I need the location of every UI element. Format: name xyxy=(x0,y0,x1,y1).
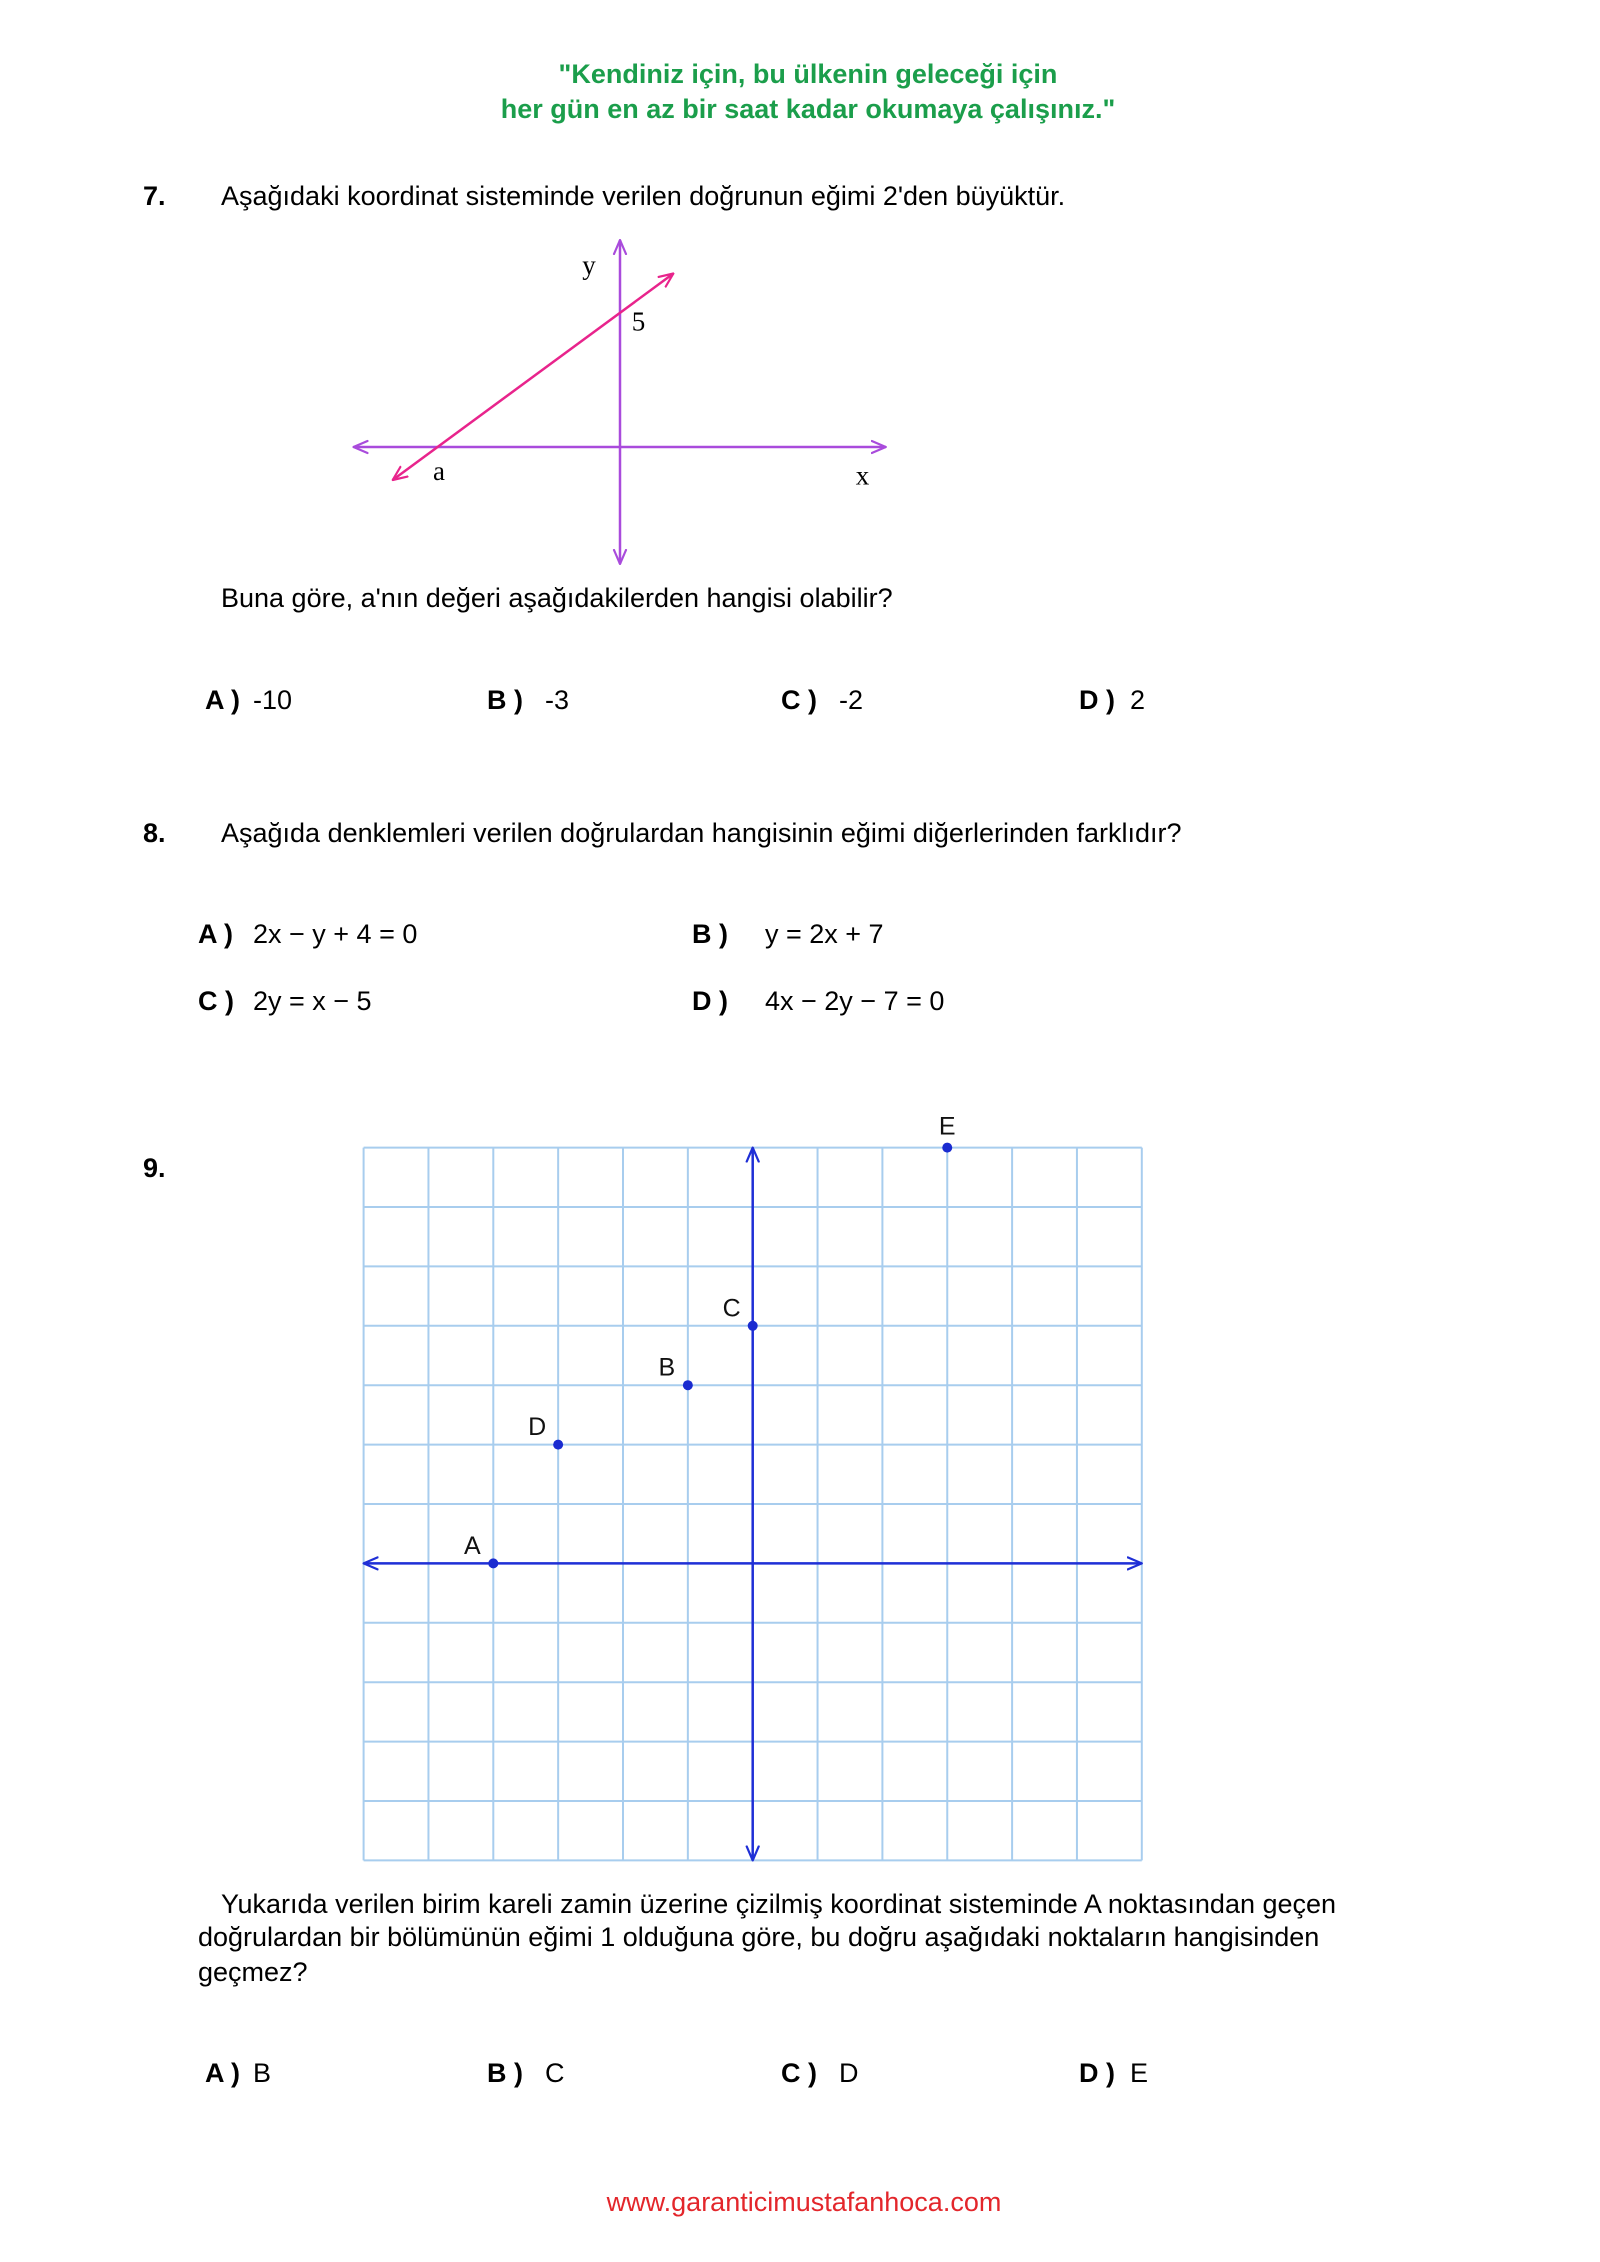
question-stem-line-2: doğrulardan bir bölümünün eğimi 1 olduğuna göre, bu doğru aşağıdaki noktaların hangisinden xyxy=(198,1922,1320,1952)
x-axis-label: x xyxy=(855,460,870,491)
option-c-label: C ) xyxy=(781,2058,817,2088)
q9-coordinate-grid xyxy=(344,1110,1164,1880)
point-a xyxy=(488,1558,498,1568)
point-label-c: C xyxy=(722,1294,741,1323)
option-c-value: -2 xyxy=(839,685,864,715)
question-stem: Aşağıdaki koordinat sisteminde verilen doğrunun eğimi 2'den büyüktür. xyxy=(221,181,1066,211)
option-a-label: A ) xyxy=(205,685,240,715)
point-label-e: E xyxy=(938,1112,956,1141)
point-b xyxy=(683,1380,693,1390)
option-d-value: E xyxy=(1130,2058,1149,2088)
question-number: 7. xyxy=(143,181,166,211)
point-e xyxy=(942,1143,952,1153)
option-d-label: D ) xyxy=(1079,2058,1115,2088)
option-c-value: D xyxy=(839,2058,859,2088)
option-a-value: B xyxy=(253,2058,272,2088)
option-c-value: 2y = x − 5 xyxy=(253,986,372,1016)
question-stem: Aşağıda denklemleri verilen doğrulardan hangisinin eğimi diğerlerinden farklıdır? xyxy=(221,818,1182,848)
y-intercept-label: 5 xyxy=(631,306,646,337)
y-axis-label: y xyxy=(582,250,596,280)
option-d-value: 4x − 2y − 7 = 0 xyxy=(765,986,945,1016)
option-d-label: D ) xyxy=(1079,685,1115,715)
option-d-label: D ) xyxy=(692,986,728,1016)
option-a-label: A ) xyxy=(205,2058,240,2088)
option-b-label: B ) xyxy=(692,919,728,949)
question-number: 9. xyxy=(143,1153,166,1183)
question-prompt: Buna göre, a'nın değeri aşağıdakilerden hangisi olabilir? xyxy=(221,583,893,613)
motivational-quote xyxy=(16,57,1600,127)
point-c xyxy=(748,1321,758,1331)
question-number: 8. xyxy=(143,818,166,848)
question-stem-line-3: geçmez? xyxy=(198,1957,308,1987)
option-c-label: C ) xyxy=(198,986,234,1016)
x-intercept-label: a xyxy=(433,456,445,486)
option-a-label: A ) xyxy=(198,919,233,949)
option-d-value: 2 xyxy=(1130,685,1146,715)
point-label-d: D xyxy=(528,1413,547,1442)
q7-coordinate-figure xyxy=(340,230,900,580)
quote-line-1: "Kendiniz için, bu ülkenin geleceği için xyxy=(558,59,1058,89)
option-a-value: 2x − y + 4 = 0 xyxy=(253,919,418,949)
question-stem-line-1: Yukarıda verilen birim kareli zamin üzerine çizilmiş koordinat sisteminde A noktasından geçen xyxy=(221,1889,1337,1919)
option-b-value: C xyxy=(545,2058,565,2088)
point-label-a: A xyxy=(463,1531,481,1560)
option-b-label: B ) xyxy=(487,2058,523,2088)
option-b-label: B ) xyxy=(487,685,523,715)
website-url[interactable]: www.garanticimustafanhoca.com xyxy=(606,2187,1002,2217)
point-d xyxy=(553,1440,563,1450)
point-label-b: B xyxy=(658,1353,676,1382)
option-b-value: y = 2x + 7 xyxy=(765,919,884,949)
option-a-value: -10 xyxy=(253,685,293,715)
sloped-line xyxy=(393,274,674,481)
quote-line-2: her gün en az bir saat kadar okumaya çalışınız." xyxy=(500,94,1116,124)
option-b-value: -3 xyxy=(545,685,570,715)
option-c-label: C ) xyxy=(781,685,817,715)
